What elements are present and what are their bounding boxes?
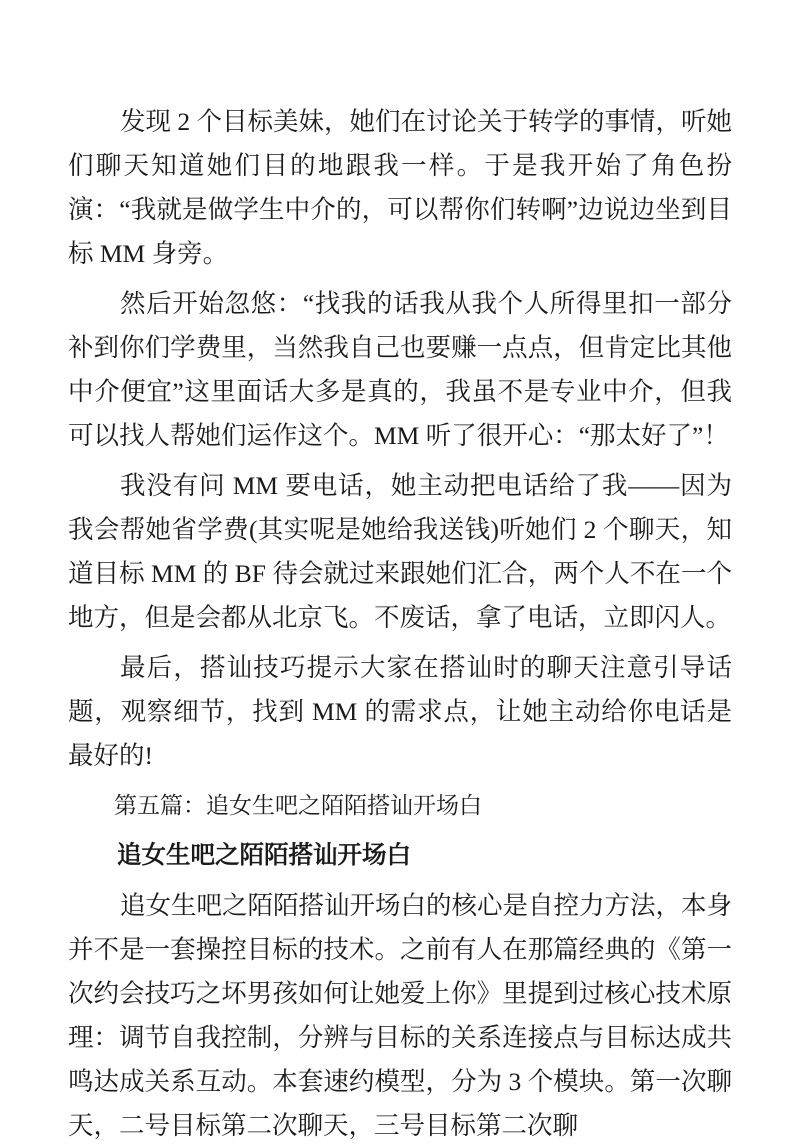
paragraph-5: 追女生吧之陌陌搭讪开场白的核心是自控力方法，本身并不是一套操控目标的技术。之前有人在那篇经典的《第一次约会技巧之坏男孩如何让她爱上你》里提到过核心技术原理：调节自我控制，分辨与目标的关系连接点与目标达成共鸣达成关系互动。本套速约模型，分为 3 个模块。第一次聊天，二号目标第二次聊天，三号目标第二次聊 <box>68 891 733 1140</box>
section-label: 第五篇：追女生吧之陌陌搭讪开场白 <box>114 793 482 818</box>
paragraph-2: 然后开始忽悠：“找我的话我从我个人所得里扣一部分补到你们学费里，当然我自己也要赚一点点，但肯定比其他中介便宜”这里面话大多是真的，我虽不是专业中介，但我可以找人帮她们运作这个。MM 听了很开心：“那太好了”！ <box>68 289 732 450</box>
paragraph-4: 最后，搭讪技巧提示大家在搭讪时的聊天注意引导话题，观察细节，找到 MM 的需求点，让她主动给你电话是最好的! <box>68 653 732 770</box>
paragraph-3: 我没有问 MM 要电话，她主动把电话给了我——因为我会帮她省学费(其实呢是她给我送钱)听她们 2 个聊天，知道目标 MM 的 BF 待会就过来跟她们汇合，两个人不在一个地方，但是会都从北京飞。不废话，拿了电话，立即闪人。 <box>68 471 732 632</box>
document-body <box>68 100 732 1148</box>
paragraph-1: 发现 2 个目标美妹，她们在讨论关于转学的事情，听她们聊天知道她们目的地跟我一样。于是我开始了角色扮演：“我就是做学生中介的，可以帮你们转啊”边说边坐到目标 MM 身旁。 <box>68 107 733 268</box>
section-title: 追女生吧之陌陌搭讪开场白 <box>117 842 411 869</box>
